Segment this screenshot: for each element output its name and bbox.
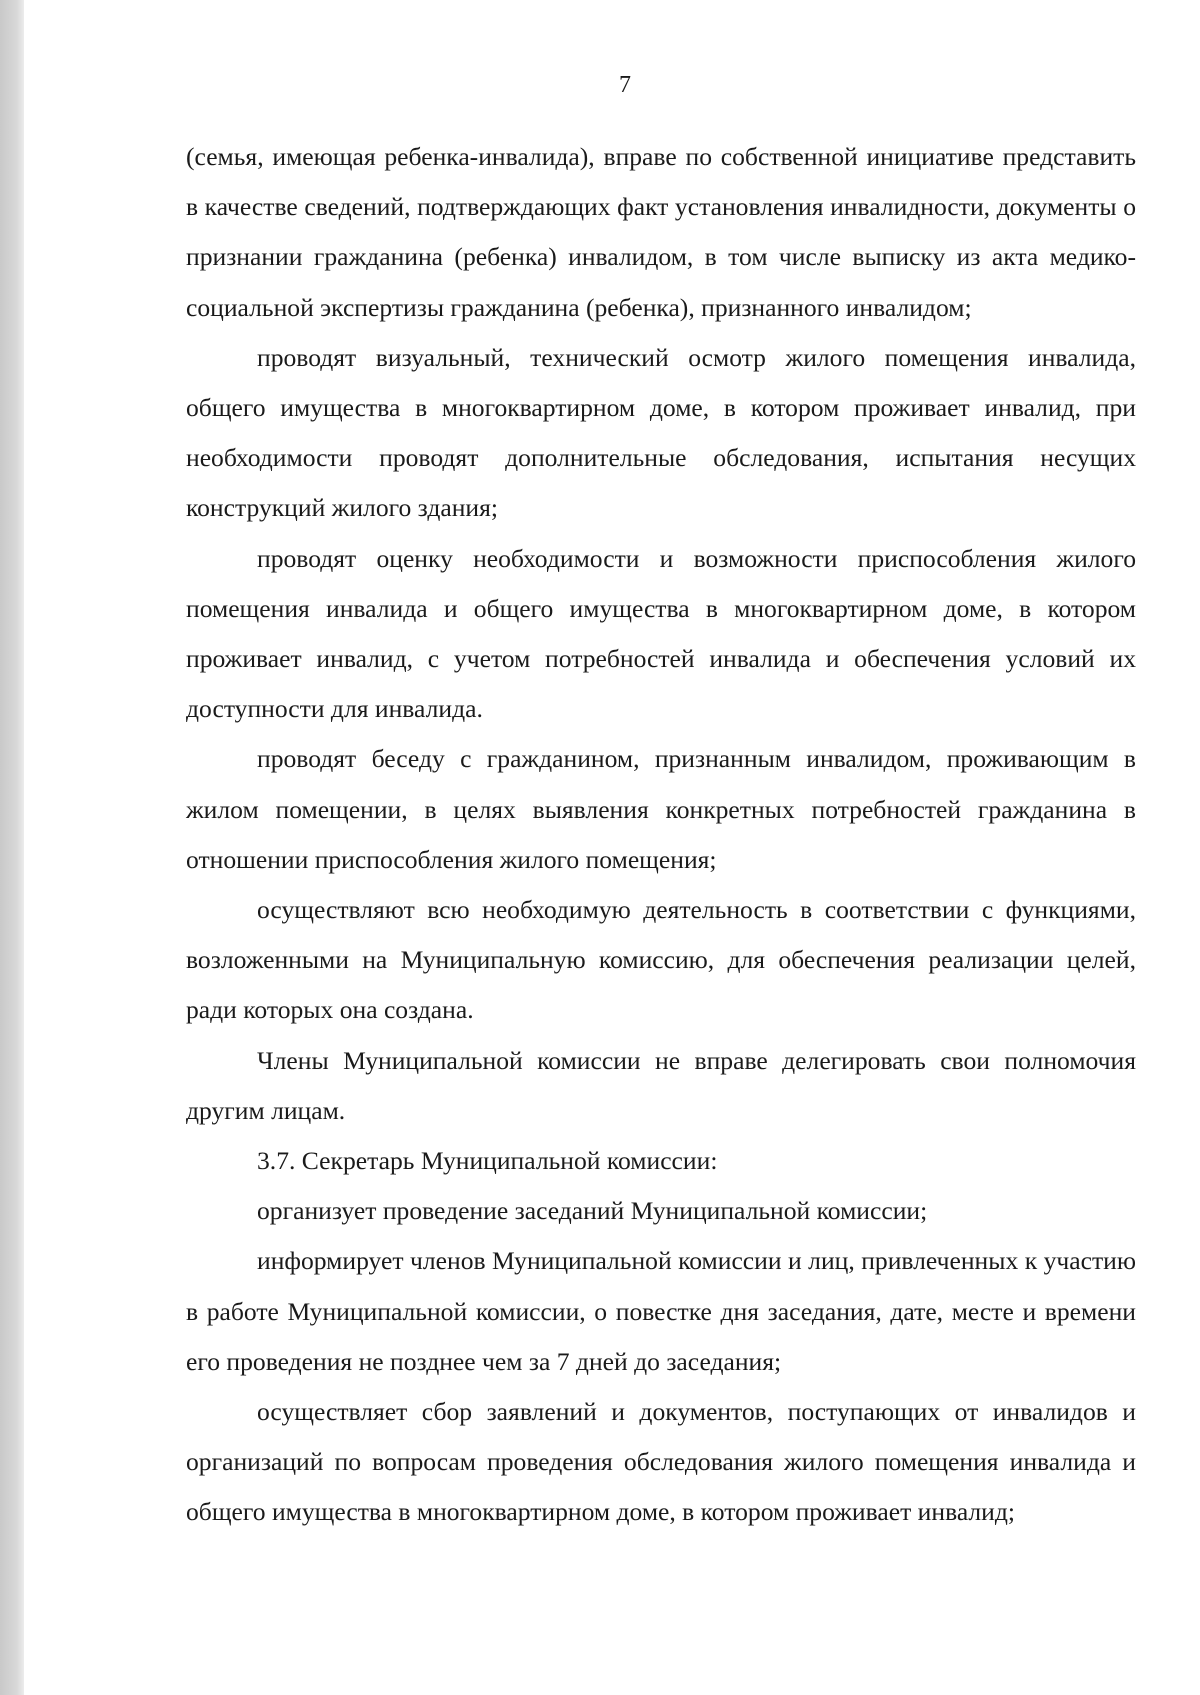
scan-edge-shadow: [0, 0, 24, 1695]
paragraph-continuation: (семья, имеющая ребенка-инвалида), вправе по собственной инициативе представить в качестве сведений, подтверждающих факт установления инвалидности, документы о признании гражданина (ребенка) инвалидом, в том числе выписку из акта медико-социальной экспертизы гражданина (ребенка), признанного инвалидом;: [186, 142, 1136, 322]
document-body: [186, 132, 1136, 1538]
paragraph-assessment: проводят оценку необходимости и возможности приспособления жилого помещения инвалида и общего имущества в многоквартирном доме, в котором проживает инвалид, с учетом потребностей инвалида и обеспечения условий их доступности для инвалида.: [186, 543, 1136, 724]
paragraph-organizes: организует проведение заседаний Муниципальной комиссии;: [257, 1196, 928, 1226]
paragraph-informs: информирует членов Муниципальной комиссии и лиц, привлеченных к участию в работе Муниципальной комиссии, о повестке дня заседания, дате, месте и времени его проведения не позднее чем за 7 дней до заседания;: [186, 1246, 1136, 1376]
page-number: 7: [619, 72, 631, 98]
paragraph-activities: осуществляют всю необходимую деятельность в соответствии с функциями, возложенными на Муниципальную комиссию, для обеспечения реализации целей, ради которых она создана.: [186, 895, 1136, 1025]
paragraph-collects: осуществляет сбор заявлений и документов, поступающих от инвалидов и организаций по вопросам проведения обследования жилого помещения инвалида и общего имущества в многоквартирном доме, в котором проживает инвалид;: [186, 1397, 1136, 1527]
paragraph-conversation: проводят беседу с гражданином, признанным инвалидом, проживающим в жилом помещении, в целях выявления конкретных потребностей гражданина в отношении приспособления жилого помещения;: [186, 744, 1136, 874]
paragraph-visual-inspection: проводят визуальный, технический осмотр жилого помещения инвалида, общего имущества в многоквартирном доме, в котором проживает инвалид, при необходимости проводят дополнительные обследования, испытания несущих конструкций жилого здания;: [186, 342, 1136, 523]
paragraph-delegation: Члены Муниципальной комиссии не вправе делегировать свои полномочия другим лицам.: [186, 1045, 1136, 1125]
section-heading-3-7: 3.7. Секретарь Муниципальной комиссии:: [257, 1146, 718, 1176]
